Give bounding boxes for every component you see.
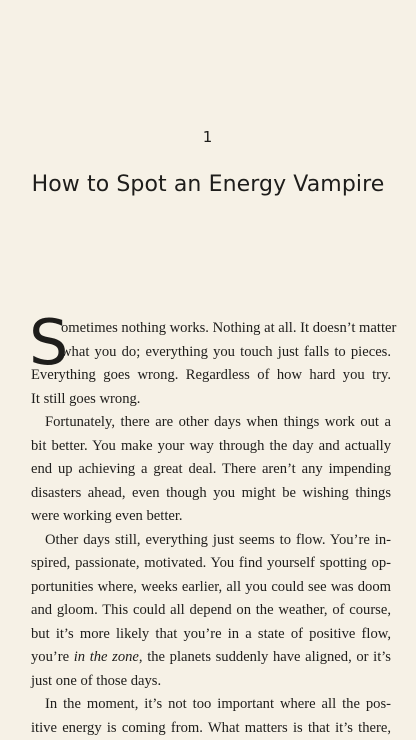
text-line: ometimes nothing works. Nothing at all. It doesn’t matter (31, 317, 391, 341)
chapter-number: 1 (0, 128, 416, 146)
text-line (31, 646, 391, 670)
text-line: just one of those days. (31, 670, 391, 694)
text-line: disasters ahead, even though you might be wishing things (31, 482, 391, 506)
chapter-title: How to Spot an Energy Vampire (0, 172, 416, 197)
paragraph-2 (31, 411, 391, 529)
text-line: spired, passionate, motivated. You find yourself spotting op- (31, 552, 391, 576)
text-line: In the moment, it’s not too important where all the pos- (31, 693, 391, 717)
text-segment: you’re (31, 649, 74, 665)
text-line: itive energy is coming from. What matters is that it’s there, (31, 717, 391, 740)
text-line: what you do; everything you touch just falls to pieces. (31, 341, 391, 365)
text-line: It still goes wrong. (31, 388, 391, 412)
text-line: Everything goes wrong. Regardless of how hard you try. (31, 364, 391, 388)
text-line: portunities where, weeks earlier, all you could see was doom (31, 576, 391, 600)
text-segment: , the planets suddenly have aligned, or it’s (139, 649, 391, 665)
text-line: but it’s more likely that you’re in a state of positive flow, (31, 623, 391, 647)
text-line: were working even better. (31, 505, 391, 529)
text-line: and gloom. This could all depend on the weather, of course, (31, 599, 391, 623)
text-line: end up achieving a great deal. There aren’t any impending (31, 458, 391, 482)
paragraph-1 (31, 317, 391, 411)
emphasis-text: in the zone (74, 649, 139, 665)
paragraph-4 (31, 693, 391, 740)
text-line: Other days still, everything just seems to flow. You’re in- (31, 529, 391, 553)
text-line: Fortunately, there are other days when things work out a (31, 411, 391, 435)
text-line: bit better. You make your way through the day and actually (31, 435, 391, 459)
chapter-body (31, 317, 391, 740)
paragraph-3 (31, 529, 391, 694)
drop-cap: S (29, 318, 68, 368)
